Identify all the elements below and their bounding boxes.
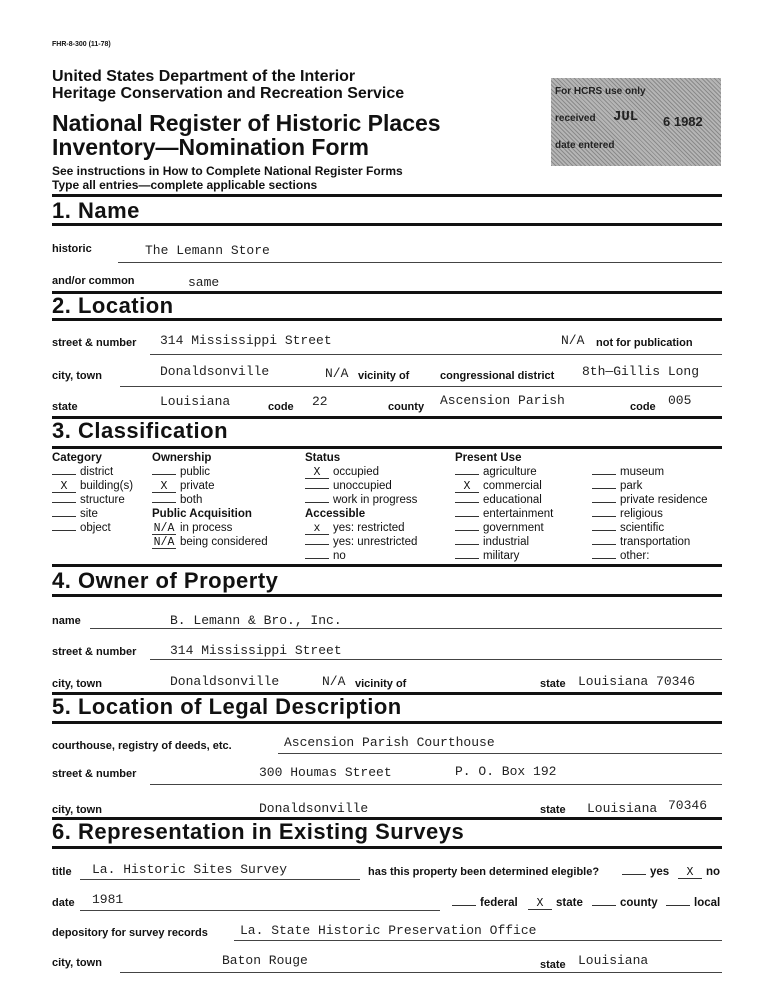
column-heading: Present Use [455, 452, 522, 464]
checkbox-option[interactable] [592, 550, 649, 562]
option-label: military [483, 550, 520, 562]
section-4-heading: 4. Owner of Property [52, 568, 279, 593]
agency-name: United States Department of the Interior [52, 68, 356, 85]
checkbox-mark [455, 530, 479, 531]
option-label: educational [483, 494, 542, 506]
divider [52, 223, 722, 226]
checkbox-mark [455, 544, 479, 545]
subheading: Public Acquisition [152, 508, 252, 520]
state-code-field[interactable]: 22 [312, 394, 328, 409]
option-label: scientific [620, 522, 665, 534]
checkbox-mark [52, 474, 76, 475]
checkbox-option[interactable] [305, 550, 346, 562]
historic-name-field[interactable]: The Lemann Store [145, 243, 270, 258]
subheading: Accessible [305, 508, 366, 520]
column-heading: Status [305, 452, 341, 464]
section-5-heading: 5. Location of Legal Description [52, 694, 402, 719]
survey-date-field[interactable]: 1981 [92, 892, 124, 907]
checkbox-option[interactable] [455, 522, 544, 534]
checkbox-mark: X [305, 467, 329, 479]
checkbox-option[interactable] [152, 466, 210, 478]
state-field[interactable]: Louisiana [160, 394, 231, 409]
owner-name-label: name [52, 615, 81, 627]
owner-name-field[interactable]: B. Lemann & Bro., Inc. [170, 613, 342, 628]
checkbox-option[interactable] [152, 522, 232, 535]
common-label: and/or common [52, 275, 135, 287]
eligible-yes[interactable] [622, 866, 669, 878]
checkbox-mark [592, 558, 616, 559]
checkbox-mark [305, 488, 329, 489]
checkbox-option[interactable] [305, 480, 392, 492]
checkbox-option[interactable] [52, 494, 125, 506]
checkbox-mark [592, 530, 616, 531]
option-label: work in progress [333, 494, 418, 506]
cd-field[interactable]: 8th—Gillis Long [582, 364, 700, 379]
eligible-no[interactable] [678, 866, 720, 879]
county-label: county [388, 401, 425, 413]
form-title: National Register of Historic Places [52, 110, 441, 136]
survey-title-field[interactable]: La. Historic Sites Survey [92, 862, 288, 877]
option-label: entertainment [483, 508, 554, 520]
stamp-date: 6 1982 [663, 114, 703, 129]
checkbox-mark: X [455, 481, 479, 493]
checkbox-mark: X [152, 481, 176, 493]
county-option-label: county [620, 897, 658, 909]
checkbox-option[interactable] [305, 494, 417, 506]
field-line [80, 879, 360, 880]
depository-field[interactable]: La. State Historic Preservation Office [240, 923, 537, 938]
checkbox-mark [592, 544, 616, 545]
state-option-label: state [556, 897, 583, 909]
divider [52, 446, 722, 449]
option-label: yes: restricted [333, 522, 405, 534]
owner-vicinity-field[interactable]: N/A [322, 674, 346, 689]
yes-label: yes [650, 866, 670, 878]
no-label: no [706, 866, 721, 878]
divider [52, 194, 722, 197]
checkbox-option[interactable] [592, 494, 708, 506]
legal-city-field[interactable]: Donaldsonville [259, 801, 369, 816]
option-label: public [180, 466, 211, 478]
local-option-label: local [694, 897, 721, 909]
section-1-heading: 1. Name [52, 198, 140, 223]
no-mark: X [678, 867, 702, 879]
checkbox-option[interactable] [592, 480, 642, 492]
checkbox-option[interactable] [592, 508, 663, 520]
checkbox-option[interactable] [52, 466, 113, 478]
checkbox-option[interactable] [455, 508, 553, 520]
checkbox-option[interactable] [305, 466, 379, 479]
checkbox-mark: x [305, 523, 329, 535]
county-code-field[interactable]: 005 [668, 393, 692, 408]
section-2-heading: 2. Location [52, 293, 174, 318]
option-label: in process [180, 522, 233, 534]
column-heading: Ownership [152, 452, 212, 464]
field-line [120, 386, 722, 387]
checkbox-mark [455, 502, 479, 503]
checkbox-mark [592, 502, 616, 503]
field-line [90, 628, 722, 629]
state-label: state [52, 401, 78, 413]
checkbox-option[interactable] [52, 522, 111, 534]
checkbox-option[interactable] [52, 508, 98, 520]
code-label: code [630, 401, 656, 413]
checkbox-mark: X [52, 481, 76, 493]
street-field[interactable]: 314 Mississippi Street [160, 333, 332, 348]
legal-city-label: city, town [52, 804, 102, 816]
option-label: object [80, 522, 111, 534]
owner-city-label: city, town [52, 678, 102, 690]
field-line [234, 940, 722, 941]
stamp-month: JUL [613, 109, 639, 125]
legal-street-label: street & number [52, 768, 137, 780]
checkbox-option[interactable] [305, 536, 417, 548]
checkbox-mark [592, 516, 616, 517]
option-label: structure [80, 494, 125, 506]
checkbox-mark [52, 502, 76, 503]
checkbox-mark [152, 502, 176, 503]
option-label: site [80, 508, 98, 520]
checkbox-option[interactable] [305, 522, 405, 535]
option-label: yes: unrestricted [333, 536, 418, 548]
survey-date-label: date [52, 897, 75, 909]
courthouse-field[interactable]: Ascension Parish Courthouse [284, 735, 495, 750]
divider [52, 564, 722, 567]
stamp-label: For HCRS use only [555, 86, 646, 97]
level-state[interactable] [528, 897, 583, 910]
checkbox-option[interactable] [152, 480, 215, 493]
column-heading: Category [52, 452, 102, 464]
checkbox-mark [152, 474, 176, 475]
divider [52, 721, 722, 724]
owner-city-field[interactable]: Donaldsonville [170, 674, 280, 689]
field-line [150, 354, 722, 355]
option-label: unoccupied [333, 480, 392, 492]
section-3-heading: 3. Classification [52, 418, 229, 443]
divider [52, 318, 722, 321]
legal-street-field[interactable]: 300 Houmas Street [259, 765, 392, 780]
checkbox-mark: N/A [153, 536, 175, 549]
option-label: commercial [483, 480, 542, 492]
option-label: private residence [620, 494, 708, 506]
option-label: occupied [333, 466, 380, 478]
field-line [120, 972, 722, 973]
field-line [118, 262, 722, 263]
checkbox-mark [305, 558, 329, 559]
checkbox-option[interactable] [152, 536, 268, 549]
field-line [150, 784, 722, 785]
option-label: agriculture [483, 466, 537, 478]
owner-street-field[interactable]: 314 Mississippi Street [170, 643, 342, 658]
federal-label: federal [480, 897, 518, 909]
option-label: museum [620, 466, 665, 478]
checkbox-option[interactable] [455, 466, 537, 478]
depository-label: depository for survey records [52, 927, 208, 939]
checkbox-option[interactable] [455, 550, 519, 562]
field-line [80, 910, 440, 911]
level-local[interactable] [666, 897, 720, 909]
option-label: building(s) [80, 480, 134, 492]
option-label: no [333, 550, 346, 562]
checkbox-mark: N/A [153, 522, 175, 535]
option-label: park [620, 480, 643, 492]
owner-vicinity-label: vicinity of [355, 678, 407, 690]
option-label: government [483, 522, 544, 534]
option-label: being considered [180, 536, 268, 548]
nfp-label: not for publication [596, 337, 693, 349]
checkbox-mark [52, 516, 76, 517]
survey-state-field[interactable]: Louisiana [578, 953, 649, 968]
vicinity-field[interactable]: N/A [325, 366, 349, 381]
survey-state-label: state [540, 959, 566, 971]
form-id: FHR-8-300 (11-78) [52, 41, 111, 48]
owner-state-field[interactable]: Louisiana 70346 [578, 674, 696, 689]
survey-city-label: city, town [52, 957, 102, 969]
stamp-received: received [555, 113, 596, 124]
section-6-heading: 6. Representation in Existing Surveys [52, 819, 465, 844]
state-mark: X [528, 898, 552, 910]
stamp-entered: date entered [555, 140, 615, 151]
eligible-question: has this property been determined elegible? [368, 866, 600, 878]
pobox-field[interactable]: P. O. Box 192 [455, 764, 557, 779]
checkbox-option[interactable] [455, 480, 542, 493]
divider [52, 846, 722, 849]
owner-street-label: street & number [52, 646, 137, 658]
survey-title-label: title [52, 866, 72, 878]
received-stamp [551, 78, 721, 166]
checkbox-option[interactable] [592, 536, 690, 548]
instructions-2: Type all entries—complete applicable sections [52, 178, 318, 192]
checkbox-option[interactable] [455, 494, 542, 506]
survey-city-field[interactable]: Baton Rouge [222, 953, 308, 968]
checkbox-option[interactable] [52, 480, 133, 493]
county-field[interactable]: Ascension Parish [440, 393, 565, 408]
checkbox-option[interactable] [152, 494, 202, 506]
divider [52, 594, 722, 597]
option-label: other: [620, 550, 650, 562]
cd-label: congressional district [440, 370, 555, 382]
option-label: private [180, 480, 215, 492]
option-label: district [80, 466, 114, 478]
owner-state-label: state [540, 678, 566, 690]
city-label: city, town [52, 370, 102, 382]
common-name-field[interactable]: same [188, 275, 220, 290]
option-label: industrial [483, 536, 530, 548]
legal-state-field[interactable]: Louisiana [587, 801, 658, 816]
option-label: religious [620, 508, 663, 520]
nfp-field[interactable]: N/A [561, 333, 585, 348]
checkbox-mark [455, 474, 479, 475]
checkbox-mark [455, 516, 479, 517]
checkbox-option[interactable] [592, 522, 664, 534]
legal-state-label: state [540, 804, 566, 816]
level-county[interactable] [592, 897, 658, 909]
form-subtitle: Inventory—Nomination Form [52, 134, 369, 160]
street-label: street & number [52, 337, 137, 349]
checkbox-mark [455, 558, 479, 559]
checkbox-option[interactable] [455, 536, 529, 548]
checkbox-option[interactable] [592, 466, 664, 478]
checkbox-mark [592, 488, 616, 489]
courthouse-label: courthouse, registry of deeds, etc. [52, 740, 232, 752]
legal-zip-field[interactable]: 70346 [668, 798, 708, 813]
historic-label: historic [52, 243, 92, 255]
field-line [150, 659, 722, 660]
checkbox-mark [305, 544, 329, 545]
option-label: both [180, 494, 203, 506]
city-field[interactable]: Donaldsonville [160, 364, 270, 379]
service-name: Heritage Conservation and Recreation Service [52, 85, 405, 102]
level-federal[interactable] [452, 897, 518, 909]
option-label: transportation [620, 536, 691, 548]
checkbox-mark [52, 530, 76, 531]
instructions: See instructions in How to Complete National Register Forms [52, 164, 403, 178]
field-line [278, 753, 722, 754]
checkbox-mark [305, 502, 329, 503]
code-label: code [268, 401, 294, 413]
checkbox-mark [592, 474, 616, 475]
vicinity-label: vicinity of [358, 370, 410, 382]
